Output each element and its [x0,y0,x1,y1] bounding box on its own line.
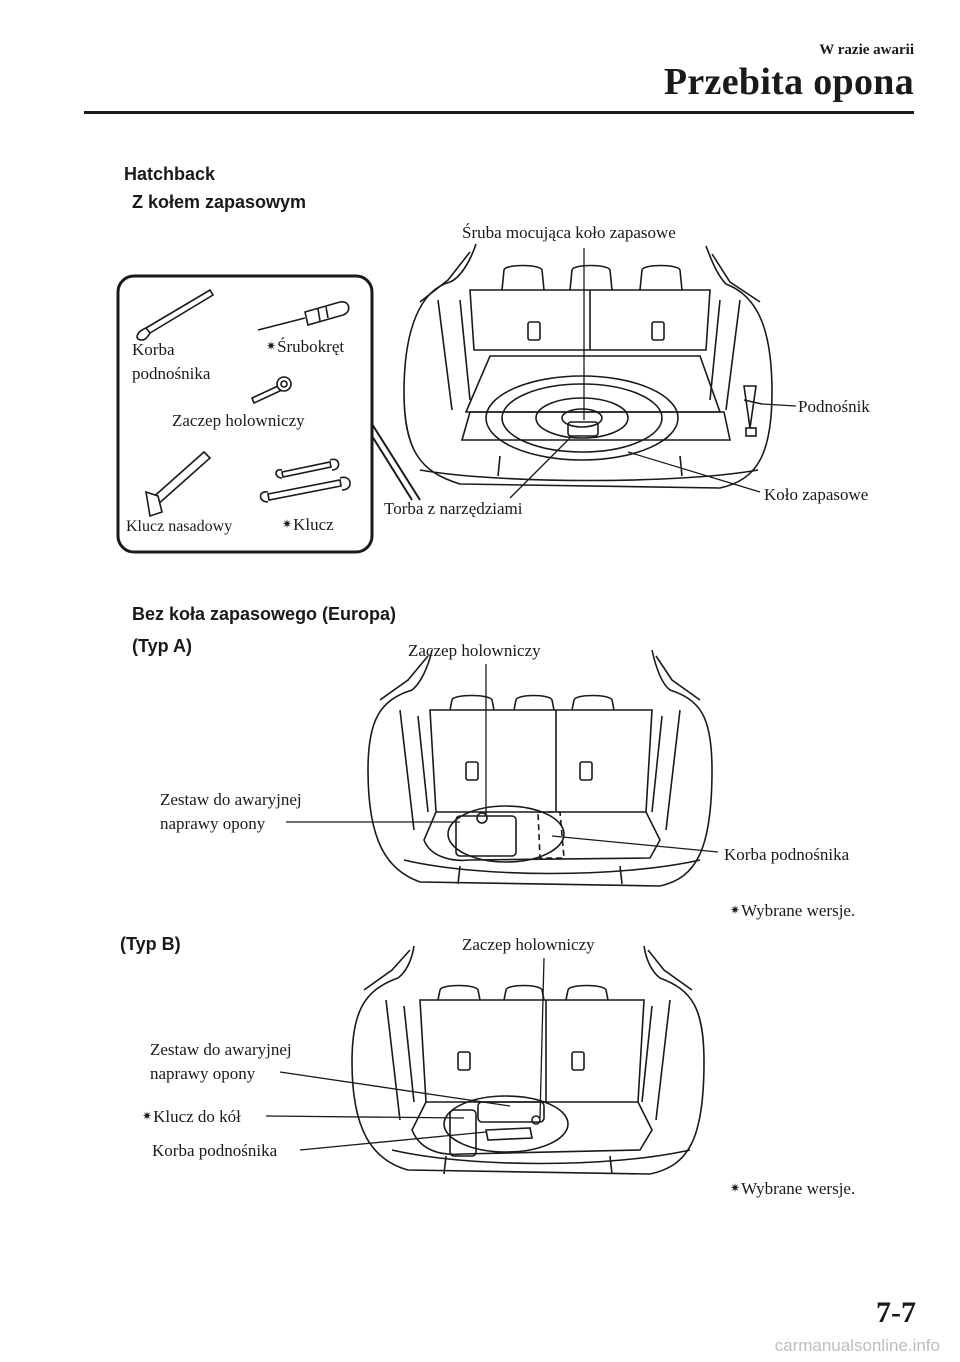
jack-handle-label: Korba podnośnika [132,340,211,383]
type-b-repair-kit-callout: Zestaw do awaryjnej naprawy opony [150,1040,292,1083]
type-b-tow-hook-callout: Zaczep holowniczy [462,935,595,954]
type-a-jack-handle-callout: Korba podnośnika [724,845,850,864]
type-b-lug-wrench-callout: ✷Klucz do kół [142,1107,241,1126]
type-a-tow-hook-callout: Zaczep holowniczy [408,641,541,660]
star-burst-icon: ✷ [730,903,741,917]
type-b-selected-versions-note: ✷Wybrane wersje. [730,1179,856,1198]
page-title: Przebita opona [663,61,914,103]
star-burst-icon: ✷ [142,1109,153,1123]
jack-callout: Podnośnik [798,397,870,416]
type-b-jack-handle-callout: Korba podnośnika [152,1141,278,1160]
spare-tire-callout: Koło zapasowe [764,485,869,504]
spare-bolt-callout: Śruba mocująca koło zapasowe [462,223,676,242]
star-burst-icon: ✷ [266,339,277,353]
type-a-repair-kit-callout: Zestaw do awaryjnej naprawy opony [160,790,302,833]
tow-hook-label: Zaczep holowniczy [172,411,305,430]
page-number: 7-7 [876,1296,916,1329]
star-burst-icon: ✷ [282,517,293,531]
tool-bag-callout: Torba z narzędziami [384,499,523,518]
footer-watermark[interactable]: carmanualsonline.info [774,1336,940,1355]
chapter-title: W razie awarii [819,42,914,58]
lug-wrench-label: Klucz nasadowy [126,518,233,535]
type-a-selected-versions-note: ✷Wybrane wersje. [730,901,856,920]
screwdriver-label: ✷Śrubokręt [266,337,345,356]
no-spare-heading: Bez koła zapasowego (Europa) [132,604,397,624]
hatchback-heading: Hatchback [124,164,216,184]
spare-wheel-heading: Z kołem zapasowym [132,192,307,212]
type-b-heading: (Typ B) [120,934,181,954]
wrench-label: ✷Klucz [282,515,334,534]
star-burst-icon: ✷ [730,1181,741,1195]
type-a-heading: (Typ A) [132,636,192,656]
